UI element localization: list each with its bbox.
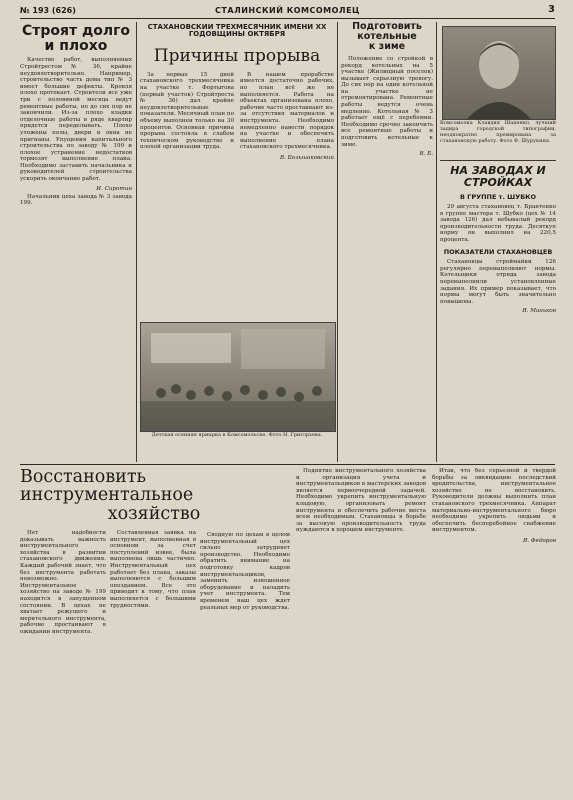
factories-item1-text: 29 августа стахановец т. Брантенко в группе мастера т. Шубко (цех № 14 завода 126) дал небывалый рекорд производительности труда. Десяткуп норму он выполнил на 220,5 процента. [440, 203, 556, 243]
article-boilers-signature: В. Б. [419, 151, 433, 158]
center-banner-text: СТАХАНОВСКИЙ ТРЕХМЕСЯЧНИК ИМЕНИ XX ГОДОВЩИНЫ ОКТЯБРЯ [147, 24, 327, 39]
factories-signature: Я. Маньков [522, 308, 556, 315]
page-header [20, 4, 555, 19]
article-center-signature: В. Большаковский [279, 154, 334, 161]
article-left [20, 22, 132, 460]
article-boilers-title-3: к зиме [368, 40, 406, 52]
factories-item1-title: В ГРУППЕ т. ШУБКО [459, 193, 537, 202]
section-rule [20, 464, 555, 465]
fair-photo [140, 322, 336, 432]
article-center [140, 48, 334, 310]
article-center-col1: За первые 15 дней стахановского трехмесячника на участке т. Фортыгова (первый участок) Стройтреста № 36) дал крайне неудовлетворительные показатели. Месячный план по объему выполнен только на 30 процентов. Основная причина прорыва состояла в слабом техническом руководстве и плохой организации труда. [140, 71, 234, 151]
article-left-title-1: Строят долго [21, 23, 131, 39]
main-col-1: Нет надобности доказывать важность инструментального хозяйства в развитии стахановского движения. Каждый рабочий знает, что без инструмента работать невозможно. Инструментальное хозяйство на заводе № 199 находится в запущенном состоянии. В цехах не хватает режущего и мерительного инструмента, рабочие простаивают в ожидании инструмента. [20, 530, 106, 635]
portrait-caption: Комсомолка Клавдия Шапенко, лучший задира городской типографии, неоднократно премирована за стахановскую работу. Фото Ф. Шурукина. [440, 120, 556, 144]
article-center-title: Причины прорыва [153, 48, 321, 66]
article-left-text: Качество работ, выполняемых Стройтрестом № 36, крайне неудовлетворительно. Например, строительство часть дома тип № 3 имеет большие дефекты. Кровля плохо протекает. Строители все уже три с половиной месяца ведут ремонтные работы, но до сих пор не закончили. Из-за плохо кладки отделочные работы в ряде квартир придется переделывать. Плохо уложены полы, двери и окна не пригнаны. Упущения капитального строительства по заводу № 199 и плохое устранение недостатков тормозят выполнение плана. Необходимо заставить начальника и руководителей строительства ускорить окончание работ. [20, 57, 132, 183]
fair-photo-image [141, 323, 335, 431]
factories-item2-text: Стахановцы строймайки 126 регулярно перевыполняют нормы. Котельщики отряда завода перевыполнили установленные задания. Их пример показывает, что нормы могут быть значительно повышены. [440, 259, 556, 305]
article-center-col2: В нашем прорабстве имеется достаточно рабочих, но план всё же не выполняется. Работа на объектах организована плохо, рабочие часто простаивают из-за отсутствия материалов и инструмента. Необходимо немедленно навести порядок на участке и обеспечить выполнение плана стахановского трехмесячника. [240, 71, 334, 151]
main-col-2: Составленная заявка на инструмент, выполненная в основном за счет поступлений извне, была выполнена лишь частично. Инструментальный цех работает без плана, заказы выполняются с большим опозданием. Все это приводит к тому, что план выполняется с большими трудностями. [110, 530, 196, 609]
article-boilers-title-2: котельные [357, 30, 417, 42]
photo-caption: Детская осенняя ярмарка в Комсомольске. Фото Н. Григорьева. [151, 432, 323, 438]
section-rule [440, 160, 556, 161]
article-left-title-2: и плохо [44, 37, 108, 54]
article-boilers-text: Положение со стройкой в рекорд котельных на 5 участке (Жилищный поселок) вызывает серьезную тревогу. До сих пор на один котельной на участке не отремонтирована. Ремонтные работы ведутся очень медленно. Котельная № 3 работает ещё с перебоями. Необходимо срочно закончить все ремонтные работы и подготовить котельные к зиме. [341, 55, 433, 148]
article-left-signature: И. Сиротин [96, 185, 132, 192]
main-article-signature: Я. Федоров [522, 537, 556, 544]
portrait-image [443, 27, 555, 119]
factories-heading: НА ЗАВОДАХ И СТРОЙКАХ [450, 164, 546, 189]
page-number: 3 [548, 4, 555, 15]
portrait-photo [442, 26, 556, 120]
newspaper-name: СТАЛИНСКИЙ КОМСОМОЛЕЦ [215, 6, 360, 15]
main-col-4: Поднятие инструментального хозяйства и организация учета и инструментальщиков в мастерских заводов является первоочередной задачей. Необходимо укрепить инструментальную кладовую, организовать ремонт инструмента и обеспечить рабочие места всем необходимым. Стахановцы в борьбе за высокую производительность труда нуждаются в хорошем инструменте. [296, 468, 426, 534]
issue-number: № 193 (626) [20, 6, 76, 15]
main-title-2: хозяйство [107, 503, 201, 524]
article-left-footer: Начальник цеха завода № 3 завода 199. [20, 193, 132, 207]
main-title-1: Восстановить инструментальное [20, 468, 194, 506]
factories-section [440, 163, 556, 461]
main-col-3: Сводную по цехам в целом инструментальный цех сильно затрудняет производство. Необходимо обратить внимание на подготовку кадров инструментальщиков, заменить изношенное оборудование и наладить учет инструмента. Тем временем наш цех ждет реальных мер от руководства. [200, 532, 290, 611]
article-boilers-title-1: Подготовить [352, 22, 422, 32]
article-boilers [341, 22, 433, 460]
column-rule [436, 22, 437, 462]
factories-item2-title: ПОКАЗАТЕЛИ СТАХАНОВЦЕВ [443, 248, 553, 257]
column-rule [136, 22, 137, 462]
main-col-5: Итак, что без серьезной и твердой борьбы за ликвидацию последствий вредительства, инструментальное хозяйство не восстановить. Руководители должны выполнить план стахановского трехмесячника. Аппарат материально-инструментального бюро необходимо укрепить людьми и обеспечить бесперебойное снабжение инструментом. Я. Федоров [432, 468, 556, 544]
center-banner [140, 24, 334, 46]
column-rule [337, 22, 338, 462]
